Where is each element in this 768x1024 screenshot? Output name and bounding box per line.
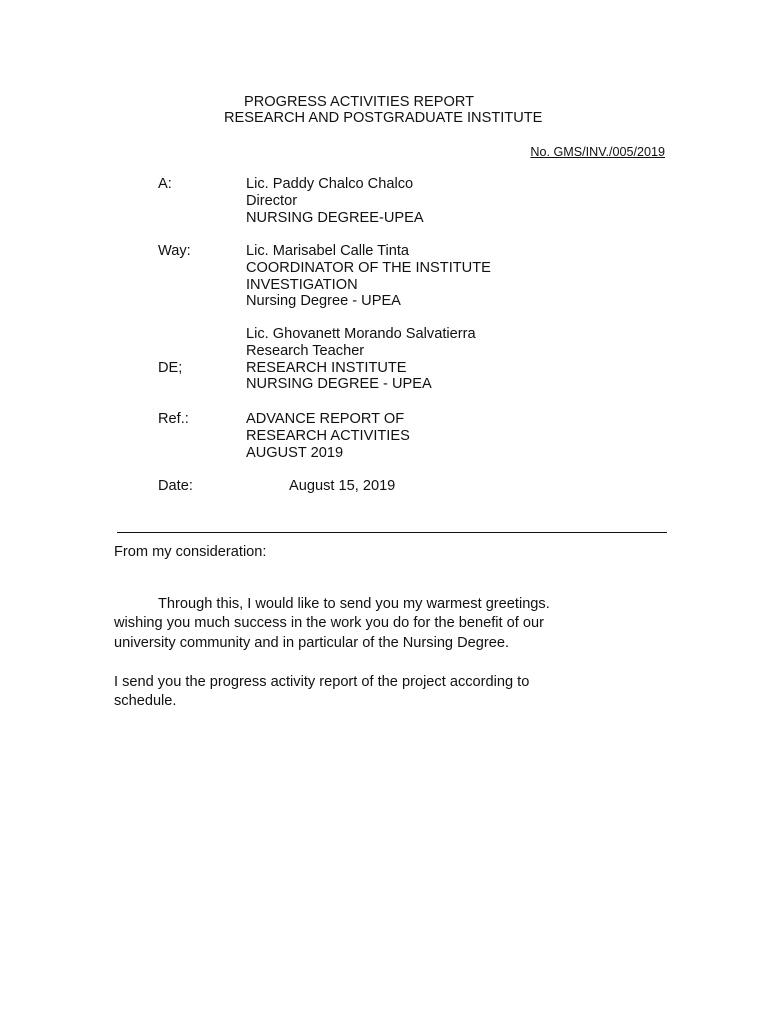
report-paragraph bbox=[114, 673, 609, 712]
date-label: Date: bbox=[158, 478, 193, 494]
recipient-position: Director bbox=[246, 192, 298, 209]
recipient-label: A: bbox=[158, 176, 172, 192]
subject-line3: AUGUST 2019 bbox=[246, 444, 344, 461]
via-name: Lic. Marisabel Calle Tinta bbox=[246, 243, 410, 259]
sender-department: RESEARCH INSTITUTE bbox=[246, 359, 407, 376]
report-title: PROGRESS ACTIVITIES REPORT bbox=[244, 94, 475, 110]
greeting-line2: wishing you much success in the work you do for the benefit of our bbox=[114, 615, 544, 632]
recipient-organization: NURSING DEGREE-UPEA bbox=[246, 209, 424, 226]
subject-line1: ADVANCE REPORT OF bbox=[246, 411, 405, 427]
recipient-details bbox=[246, 176, 424, 226]
via-organization: Nursing Degree - UPEA bbox=[246, 293, 401, 310]
greeting-line3: university community and in particular of the Nursing Degree. bbox=[114, 634, 510, 651]
sender-label: DE; bbox=[158, 360, 183, 376]
horizontal-divider bbox=[117, 532, 667, 533]
subject-line2: RESEARCH ACTIVITIES bbox=[246, 427, 410, 444]
sender-name: Lic. Ghovanett Morando Salvatierra bbox=[246, 326, 476, 342]
via-position-line1: COORDINATOR OF THE INSTITUTE bbox=[246, 259, 491, 276]
subject-label: Ref.: bbox=[158, 411, 189, 427]
subject-details bbox=[246, 411, 410, 461]
report-line1: I send you the progress activity report of the project according to bbox=[114, 674, 530, 690]
recipient-name: Lic. Paddy Chalco Chalco bbox=[246, 176, 414, 192]
report-line2: schedule. bbox=[114, 693, 177, 710]
reference-number: No. GMS/INV./005/2019 bbox=[530, 145, 665, 159]
via-position-line2: INVESTIGATION bbox=[246, 276, 358, 293]
via-details bbox=[246, 243, 491, 310]
greeting-line1: Through this, I would like to send you my warmest greetings. bbox=[158, 596, 550, 612]
salutation: From my consideration: bbox=[114, 544, 267, 560]
date-value: August 15, 2019 bbox=[289, 478, 396, 494]
sender-organization: NURSING DEGREE - UPEA bbox=[246, 376, 432, 393]
greeting-paragraph bbox=[114, 595, 622, 653]
sender-position: Research Teacher bbox=[246, 342, 365, 359]
via-label: Way: bbox=[158, 243, 191, 259]
institute-title: RESEARCH AND POSTGRADUATE INSTITUTE bbox=[224, 110, 543, 126]
sender-details bbox=[246, 326, 476, 393]
